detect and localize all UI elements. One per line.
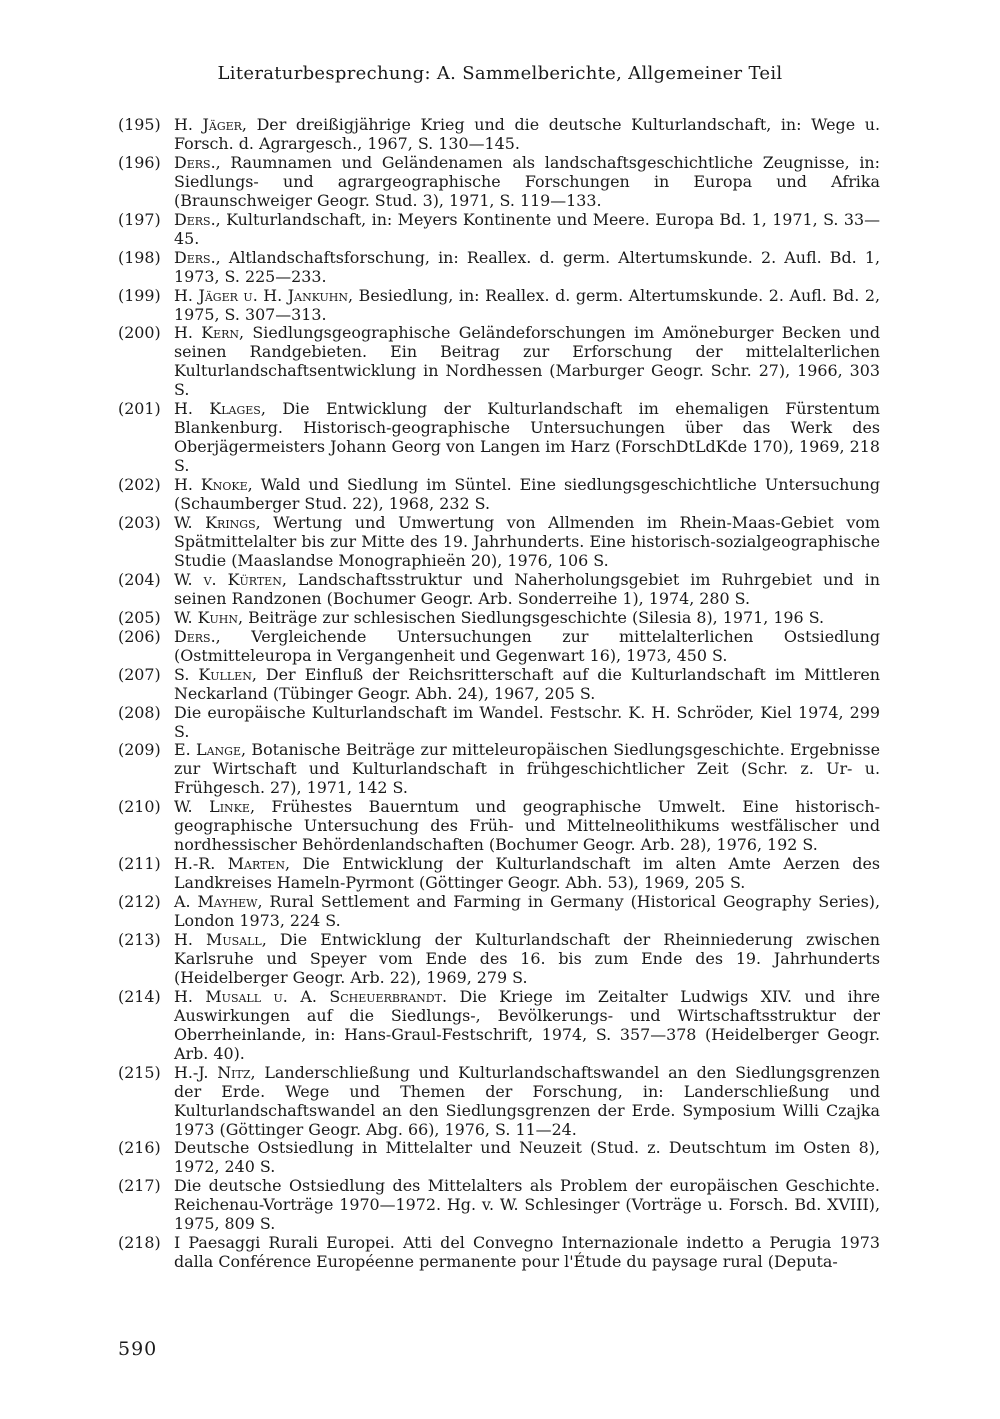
reference-number: (200): [118, 323, 161, 343]
reference-entry: [118, 400, 880, 476]
reference-author: H. Knoke: [174, 475, 248, 495]
reference-author: W. Linke: [174, 797, 250, 817]
reference-text: , Wald und Siedlung im Süntel. Eine siedlungsgeschichtliche Untersuchung (Schaumberger Stud. 22), 1968, 232 S.: [174, 475, 880, 514]
reference-author: Ders.: [174, 247, 216, 267]
reference-author: W. Krings: [174, 513, 256, 533]
reference-number: (201): [118, 399, 161, 419]
reference-text: Deutsche Ostsiedlung in Mittelalter und Neuzeit (Stud. z. Deutschtum im Osten 8), 1972, 240 S.: [174, 1138, 880, 1177]
reference-entry: [118, 1064, 880, 1140]
reference-number: (197): [118, 209, 161, 229]
reference-entry: [118, 931, 880, 988]
reference-author: S. Kullen: [174, 664, 252, 684]
reference-text: , Besiedlung, in: Reallex. d. germ. Altertumskunde. 2. Aufl. Bd. 2, 1975, S. 307—313.: [174, 285, 881, 324]
reference-entry: [118, 1234, 880, 1272]
reference-number: (218): [118, 1233, 161, 1253]
reference-text: , Altlandschaftsforschung, in: Reallex. d. germ. Altertumskunde. 2. Aufl. Bd. 1, 1973, S. 225—233.: [174, 247, 880, 286]
reference-text: , Landerschließung und Kulturlandschaftswandel an den Siedlungsgrenzen der Erde. Wege und Themen der Forschung, in: Landerschließung und Kulturlandschaftswandel an den Siedlungsgrenzen der Erde. Symposium Willi Czajka 1973 (Göttinger Geogr. Abg. 66), 1976, S. 11—24.: [174, 1062, 881, 1139]
reference-text: , Die Entwicklung der Kulturlandschaft der Rheinniederung zwischen Karlsruhe und Speyer vom Ende des 16. bis zum Ende des 19. Jahrhunderts (Heidelberger Geogr. Arb. 22), 1969, 279 S.: [174, 929, 881, 987]
reference-number: (198): [118, 247, 161, 267]
reference-text: , Vergleichende Untersuchungen zur mittelalterlichen Ostsiedlung (Ostmitteleuropa in Vergangenheit und Gegenwart 16), 1973, 450 S.: [174, 626, 880, 665]
reference-author: Ders.: [174, 209, 216, 229]
reference-entry: [118, 741, 880, 798]
reference-entry: [118, 704, 880, 742]
reference-number: (209): [118, 740, 161, 760]
reference-number: (202): [118, 475, 161, 495]
reference-entry: [118, 628, 880, 666]
reference-text: , Beiträge zur schlesischen Siedlungsgeschichte (Silesia 8), 1971, 196 S.: [238, 607, 825, 627]
reference-number: (207): [118, 664, 161, 684]
reference-entry: [118, 1177, 880, 1234]
reference-number: (213): [118, 929, 161, 949]
reference-author: H.-J. Nitz: [174, 1062, 251, 1082]
reference-entry: [118, 514, 880, 571]
reference-author: A. Mayhew: [174, 892, 258, 912]
reference-text: , Raumnamen und Geländenamen als landschaftsgeschichtliche Zeugnisse, in: Siedlungs- und agrargeographische Forschungen in Europa und Afrika (Braunschweiger Geogr. Stud. 3), 1971, S. 119—133.: [174, 152, 880, 210]
reference-number: (210): [118, 797, 161, 817]
reference-number: (199): [118, 285, 161, 305]
reference-entry: [118, 1139, 880, 1177]
reference-number: (216): [118, 1138, 161, 1158]
reference-author: Ders.: [174, 152, 216, 172]
reference-entry: [118, 116, 880, 154]
reference-list: [118, 116, 880, 1272]
reference-number: (196): [118, 152, 161, 172]
running-head: Literaturbesprechung: A. Sammelberichte, Allgemeiner Teil: [217, 63, 783, 84]
reference-number: (203): [118, 513, 161, 533]
reference-number: (215): [118, 1062, 161, 1082]
reference-text: , Kulturlandschaft, in: Meyers Kontinente und Meere. Europa Bd. 1, 1971, S. 33—45.: [174, 209, 880, 248]
reference-text: , Wertung und Umwertung von Allmenden im Rhein-Maas-Gebiet vom Spätmittelalter bis zur Mitte des 19. Jahrhunderts. Eine historisch-sozialgeographische Studie (Maaslandse Monographieën 20), 1976, 106 S.: [174, 513, 881, 570]
reference-author: H. Jäger: [174, 115, 242, 134]
reference-text: , Der dreißigjährige Krieg und die deutsche Kulturlandschaft, in: Wege u. Forsch. d. Agrargesch., 1967, S. 130—145.: [174, 115, 881, 153]
reference-number: (208): [118, 702, 161, 722]
reference-text: I Paesaggi Rurali Europei. Atti del Convegno Internazionale indetto a Perugia 1973 dalla Conférence Européenne permanente pour l'Étude du paysage rural (Deputa-: [174, 1233, 880, 1272]
reference-entry: [118, 855, 880, 893]
reference-text: , Rural Settlement and Farming in Germany (Historical Geography Series), London 1973, 224 S.: [174, 892, 880, 931]
reference-text: , Die Entwicklung der Kulturlandschaft im ehemaligen Fürstentum Blankenburg. Historisch-geographische Untersuchungen über das Werk des Oberjägermeisters Johann Georg von Langen im Harz (ForschDtLdKde 170), 1969, 218 S.: [174, 399, 880, 476]
reference-author: E. Lange: [174, 740, 241, 760]
reference-entry: [118, 324, 880, 400]
reference-entry: [118, 571, 880, 609]
reference-text: , Die Entwicklung der Kulturlandschaft im alten Amte Aerzen des Landkreises Hameln-Pyrmont (Göttinger Geogr. Abh. 53), 1969, 205 S.: [174, 854, 880, 893]
reference-author: H. Musall: [174, 929, 262, 949]
reference-number: (204): [118, 569, 161, 589]
reference-author: H. Kern: [174, 323, 240, 343]
reference-text: . Die Kriege im Zeitalter Ludwigs XIV. und ihre Auswirkungen auf die Siedlungs-, Bevölkerungs- und Wirtschaftsstruktur der Oberrheinlande, in: Hans-Graul-Festschrift, 1974, S. 357—378 (Heidelberger Geogr. Arb. 40).: [174, 986, 880, 1063]
reference-entry: [118, 211, 880, 249]
reference-number: (195): [118, 115, 161, 134]
reference-text: , Der Einfluß der Reichsritterschaft auf die Kulturlandschaft im Mittleren Neckarland (Tübinger Geogr. Abh. 24), 1967, 205 S.: [174, 664, 880, 703]
reference-number: (217): [118, 1176, 161, 1196]
reference-text: , Siedlungsgeographische Geländeforschungen im Amöneburger Becken und seinen Randgebieten. Ein Beitrag zur Erforschung der mittelalterlichen Kulturlandschaftsentwicklung in Nordhessen (Marburger Geogr. Schr. 27), 1966, 303 S.: [174, 323, 880, 400]
reference-entry: [118, 609, 880, 628]
reference-entry: [118, 988, 880, 1064]
reference-number: (212): [118, 892, 161, 912]
reference-entry: [118, 154, 880, 211]
reference-author: W. Kuhn: [174, 607, 239, 627]
reference-text: Die europäische Kulturlandschaft im Wandel. Festschr. K. H. Schröder, Kiel 1974, 299 S.: [174, 702, 880, 741]
reference-author: H. Jäger u. H. Jankuhn: [174, 285, 349, 305]
reference-entry: [118, 666, 880, 704]
reference-entry: [118, 798, 880, 855]
reference-author: W. v. Kürten: [174, 569, 282, 589]
page-number: 590: [118, 1338, 158, 1360]
reference-text: Die deutsche Ostsiedlung des Mittelalters als Problem der europäischen Geschichte. Reichenau-Vorträge 1970—1972. Hg. v. W. Schlesinger (Vorträge u. Forsch. Bd. XVIII), 1975, 809 S.: [174, 1176, 880, 1234]
reference-entry: [118, 287, 880, 325]
reference-author: H. Musall u. A. Scheuerbrandt: [174, 986, 442, 1006]
reference-text: , Landschaftsstruktur und Naherholungsgebiet im Ruhrgebiet und in seinen Randzonen (Bochumer Geogr. Arb. Sonderreihe 1), 1974, 280 S.: [174, 569, 880, 608]
reference-number: (214): [118, 986, 161, 1006]
reference-entry: [118, 893, 880, 931]
reference-number: (206): [118, 626, 161, 646]
reference-number: (205): [118, 607, 161, 627]
reference-number: (211): [118, 854, 161, 874]
reference-text: , Botanische Beiträge zur mitteleuropäischen Siedlungsgeschichte. Ergebnisse zur Wirtschaft und Kulturlandschaft in frühgeschichtlicher Zeit (Schr. z. Ur- u. Frühgesch. 27), 1971, 142 S.: [174, 740, 880, 798]
reference-author: Ders.: [174, 626, 216, 646]
reference-entry: [118, 249, 880, 287]
reference-author: H. Klages: [174, 399, 261, 419]
reference-author: H.-R. Marten: [174, 854, 286, 874]
reference-entry: [118, 476, 880, 514]
reference-text: , Frühestes Bauerntum und geographische Umwelt. Eine historisch-geographische Untersuchung des Früh- und Mittelneolithikums westfälischer und nordhessischer Behördenlandschaften (Bochumer Geogr. Arb. 28), 1976, 192 S.: [174, 797, 880, 855]
